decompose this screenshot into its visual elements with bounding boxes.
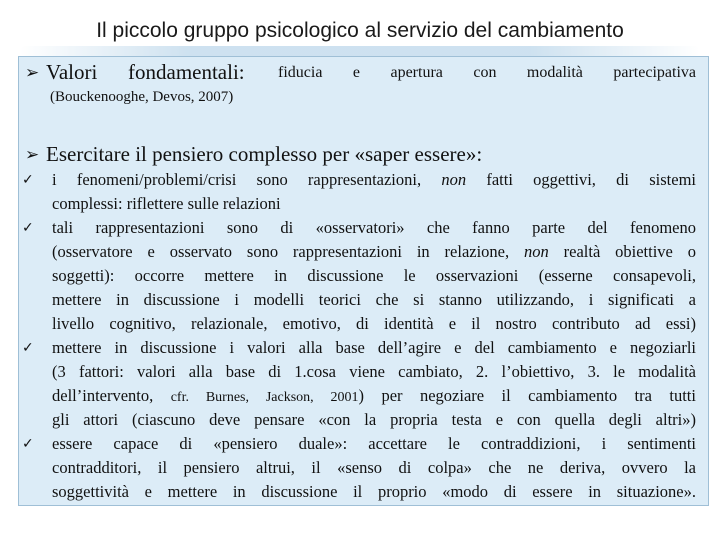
inline-citation: cfr. Burnes, Jackson, 2001 — [170, 390, 359, 405]
section1-heading-b: fondamentali: — [128, 60, 245, 84]
text-segment: fatti oggettivi, di sistemi — [466, 170, 696, 189]
text-segment: (osservatore e osservato sono rappresentazioni in relazione, — [52, 242, 525, 261]
emphasis-text: non — [441, 170, 467, 189]
text-segment: tali rappresentazioni sono di «osservatori» che fanno parte del fenomeno — [52, 218, 696, 237]
checkmark-icon: ✓ — [22, 436, 34, 452]
bullet-3-line — [52, 386, 696, 406]
text-segment: ) per negoziare il cambiamento tra tutti — [358, 386, 696, 405]
text-segment: soggetti): occorre mettere in discussione le osservazioni (esserne consapevoli, — [52, 266, 696, 285]
slide-title — [4, 12, 716, 50]
bullet-1-line — [52, 194, 696, 214]
text-segment: i fenomeni/problemi/crisi sono rappresentazioni, — [52, 170, 442, 189]
bullet-2-line — [52, 266, 696, 286]
section1-heading-a: Valori — [46, 60, 98, 84]
checkmark-icon: ✓ — [22, 172, 34, 188]
text-segment: (3 fattori: valori alla base di 1.cosa viene cambiato, 2. l’obiettivo, 3. le modalità — [52, 362, 696, 381]
slide-title-text: Il piccolo gruppo psicologico al servizio del cambiamento — [96, 19, 624, 42]
text-segment: mettere in discussione i modelli teorici che si stanno utilizzando, i significati a — [52, 290, 696, 309]
bullet-3-line — [52, 410, 696, 430]
text-segment: essere capace di «pensiero duale»: accettare le contraddizioni, i sentimenti — [52, 434, 696, 453]
text-segment: mettere in discussione i valori alla base dell’agire e del cambiamento e negoziarli — [52, 338, 696, 357]
text-segment: soggettività e mettere in discussione il proprio «modo di essere in situazione». — [52, 482, 696, 501]
bullet-2-line — [52, 218, 696, 238]
bullet-3-line — [52, 362, 696, 382]
bullet-1-line — [52, 170, 696, 190]
text-segment: livello cognitivo, relazionale, emotivo, di identità e il nostro contributo ad essi) — [52, 314, 696, 333]
arrow-bullet-icon: ➢ — [25, 145, 40, 165]
bullet-4-line — [52, 482, 696, 502]
text-segment: complessi: riflettere sulle relazioni — [52, 194, 281, 213]
text-segment: dell’intervento, — [52, 386, 171, 405]
checkmark-icon: ✓ — [22, 220, 34, 236]
section2-heading: Esercitare il pensiero complesso per «saper essere»: — [46, 142, 483, 166]
section1-citation: (Bouckenooghe, Devos, 2007) — [50, 89, 234, 105]
text-segment: gli attori (ciascuno deve pensare «con la propria testa e con quella degli altri») — [52, 410, 696, 429]
checkmark-icon: ✓ — [22, 340, 34, 356]
text-segment: contradditori, il pensiero altrui, il «senso di colpa» che ne deriva, ovvero la — [52, 458, 696, 477]
bullet-2-line — [52, 314, 696, 334]
bullet-4-line — [52, 434, 696, 454]
text-segment: realtà obiettive o — [548, 242, 697, 261]
title-divider — [20, 46, 700, 56]
section1-values: fiducia e apertura con modalità partecipativa — [278, 64, 696, 81]
arrow-bullet-icon: ➢ — [25, 63, 40, 83]
bullet-4-line — [52, 458, 696, 478]
bullet-2-line — [52, 242, 696, 262]
emphasis-text: non — [524, 242, 549, 261]
bullet-3-line — [52, 338, 696, 358]
bullet-2-line — [52, 290, 696, 310]
